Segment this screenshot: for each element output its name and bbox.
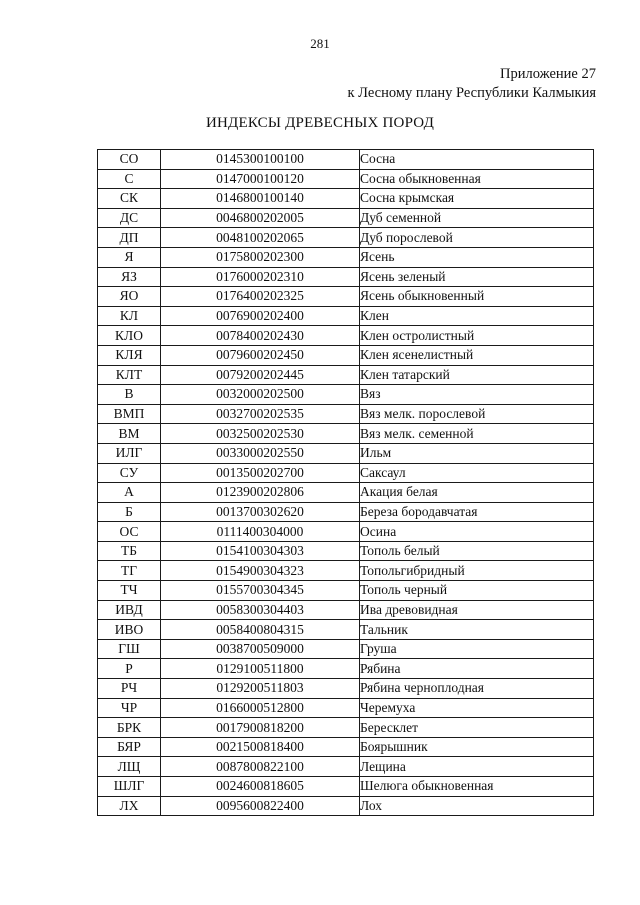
species-abbreviation: ВМ: [98, 424, 161, 444]
table-row: [98, 463, 594, 483]
species-abbreviation: ШЛГ: [98, 777, 161, 797]
species-abbreviation: ЛХ: [98, 796, 161, 816]
species-name: Клен татарский: [360, 365, 594, 385]
species-name: Тополь черный: [360, 581, 594, 601]
table-row: [98, 757, 594, 777]
table-row: [98, 404, 594, 424]
table-row: [98, 385, 594, 405]
species-code: 0154100304303: [161, 541, 360, 561]
table-row: [98, 522, 594, 542]
table-row: [98, 659, 594, 679]
species-name: Ива древовидная: [360, 600, 594, 620]
species-code: 0146800100140: [161, 189, 360, 209]
species-code: 0154900304323: [161, 561, 360, 581]
species-name: Ясень обыкновенный: [360, 287, 594, 307]
species-abbreviation: БЯР: [98, 737, 161, 757]
table-row: [98, 502, 594, 522]
table-row: [98, 326, 594, 346]
table-row: [98, 150, 594, 170]
species-name: Топольгибридный: [360, 561, 594, 581]
species-code: 0095600822400: [161, 796, 360, 816]
species-abbreviation: ДС: [98, 208, 161, 228]
species-abbreviation: СУ: [98, 463, 161, 483]
document-title: ИНДЕКСЫ ДРЕВЕСНЫХ ПОРОД: [205, 115, 435, 131]
species-abbreviation: БРК: [98, 718, 161, 738]
table-row: [98, 443, 594, 463]
species-name: Клен ясенелистный: [360, 345, 594, 365]
page-number: 281: [310, 36, 330, 51]
species-name: Береза бородавчатая: [360, 502, 594, 522]
species-name: Рябина черноплодная: [360, 679, 594, 699]
table-row: [98, 208, 594, 228]
species-code: 0076900202400: [161, 306, 360, 326]
table-row: [98, 228, 594, 248]
table-body: [98, 150, 594, 816]
species-code: 0147000100120: [161, 169, 360, 189]
species-code: 0176000202310: [161, 267, 360, 287]
species-name: Саксаул: [360, 463, 594, 483]
species-code: 0032700202535: [161, 404, 360, 424]
table-row: [98, 796, 594, 816]
species-name: Шелюга обыкновенная: [360, 777, 594, 797]
table-row: [98, 777, 594, 797]
species-abbreviation: ИВД: [98, 600, 161, 620]
species-abbreviation: ТЧ: [98, 581, 161, 601]
species-abbreviation: А: [98, 483, 161, 503]
species-code: 0175800202300: [161, 247, 360, 267]
table-row: [98, 639, 594, 659]
table-row: [98, 737, 594, 757]
species-abbreviation: СО: [98, 150, 161, 170]
species-name: Вяз мелк. порослевой: [360, 404, 594, 424]
species-code: 0048100202065: [161, 228, 360, 248]
species-abbreviation: ЧР: [98, 698, 161, 718]
species-name: Дуб семенной: [360, 208, 594, 228]
table-row: [98, 267, 594, 287]
species-name: Тальник: [360, 620, 594, 640]
species-abbreviation: В: [98, 385, 161, 405]
species-code: 0129200511803: [161, 679, 360, 699]
species-name: Вяз мелк. семенной: [360, 424, 594, 444]
table-row: [98, 581, 594, 601]
table-row: [98, 247, 594, 267]
species-name: Лох: [360, 796, 594, 816]
table-row: [98, 345, 594, 365]
table-row: [98, 483, 594, 503]
species-abbreviation: ГШ: [98, 639, 161, 659]
table-row: [98, 287, 594, 307]
species-name: Лещина: [360, 757, 594, 777]
species-code: 0079600202450: [161, 345, 360, 365]
species-name: Боярышник: [360, 737, 594, 757]
appendix-header: [347, 65, 596, 103]
species-code: 0166000512800: [161, 698, 360, 718]
species-code: 0129100511800: [161, 659, 360, 679]
species-name: Ясень зеленый: [360, 267, 594, 287]
species-abbreviation: ЯО: [98, 287, 161, 307]
species-code: 0046800202005: [161, 208, 360, 228]
species-abbreviation: КЛО: [98, 326, 161, 346]
species-code: 0033000202550: [161, 443, 360, 463]
species-abbreviation: С: [98, 169, 161, 189]
species-abbreviation: ВМП: [98, 404, 161, 424]
table-row: [98, 189, 594, 209]
table-row: [98, 541, 594, 561]
species-name: Клен: [360, 306, 594, 326]
species-code: 0032500202530: [161, 424, 360, 444]
species-name: Сосна крымская: [360, 189, 594, 209]
species-name: Ясень: [360, 247, 594, 267]
species-abbreviation: ИВО: [98, 620, 161, 640]
species-code: 0079200202445: [161, 365, 360, 385]
table-row: [98, 718, 594, 738]
species-code: 0038700509000: [161, 639, 360, 659]
tree-species-index-table: [97, 149, 594, 816]
species-name: Ильм: [360, 443, 594, 463]
species-code: 0017900818200: [161, 718, 360, 738]
species-code: 0032000202500: [161, 385, 360, 405]
species-code: 0021500818400: [161, 737, 360, 757]
species-name: Сосна: [360, 150, 594, 170]
table-row: [98, 365, 594, 385]
table-row: [98, 306, 594, 326]
species-code: 0111400304000: [161, 522, 360, 542]
species-code: 0058400804315: [161, 620, 360, 640]
table-row: [98, 698, 594, 718]
species-name: Дуб порослевой: [360, 228, 594, 248]
species-name: Клен остролистный: [360, 326, 594, 346]
species-name: Вяз: [360, 385, 594, 405]
species-abbreviation: СК: [98, 189, 161, 209]
species-abbreviation: КЛ: [98, 306, 161, 326]
species-name: Рябина: [360, 659, 594, 679]
species-abbreviation: ЛЩ: [98, 757, 161, 777]
species-code: 0078400202430: [161, 326, 360, 346]
species-abbreviation: Р: [98, 659, 161, 679]
table-row: [98, 424, 594, 444]
species-name: Акация белая: [360, 483, 594, 503]
species-code: 0024600818605: [161, 777, 360, 797]
appendix-line-2: к Лесному плану Республики Калмыкия: [347, 85, 596, 101]
species-code: 0058300304403: [161, 600, 360, 620]
table-row: [98, 600, 594, 620]
species-name: Бересклет: [360, 718, 594, 738]
species-abbreviation: Б: [98, 502, 161, 522]
species-code: 0013500202700: [161, 463, 360, 483]
species-name: Черемуха: [360, 698, 594, 718]
species-name: Осина: [360, 522, 594, 542]
species-abbreviation: ДП: [98, 228, 161, 248]
table-row: [98, 679, 594, 699]
species-abbreviation: ТГ: [98, 561, 161, 581]
species-abbreviation: ОС: [98, 522, 161, 542]
species-name: Груша: [360, 639, 594, 659]
species-abbreviation: ЯЗ: [98, 267, 161, 287]
appendix-line-1: Приложение 27: [500, 66, 596, 82]
species-code: 0145300100100: [161, 150, 360, 170]
species-name: Сосна обыкновенная: [360, 169, 594, 189]
species-code: 0013700302620: [161, 502, 360, 522]
species-code: 0087800822100: [161, 757, 360, 777]
species-code: 0155700304345: [161, 581, 360, 601]
species-abbreviation: Я: [98, 247, 161, 267]
species-abbreviation: ТБ: [98, 541, 161, 561]
species-abbreviation: КЛЯ: [98, 345, 161, 365]
table-row: [98, 561, 594, 581]
species-name: Тополь белый: [360, 541, 594, 561]
table-row: [98, 169, 594, 189]
table-row: [98, 620, 594, 640]
species-abbreviation: КЛТ: [98, 365, 161, 385]
species-code: 0176400202325: [161, 287, 360, 307]
species-code: 0123900202806: [161, 483, 360, 503]
species-abbreviation: РЧ: [98, 679, 161, 699]
species-abbreviation: ИЛГ: [98, 443, 161, 463]
